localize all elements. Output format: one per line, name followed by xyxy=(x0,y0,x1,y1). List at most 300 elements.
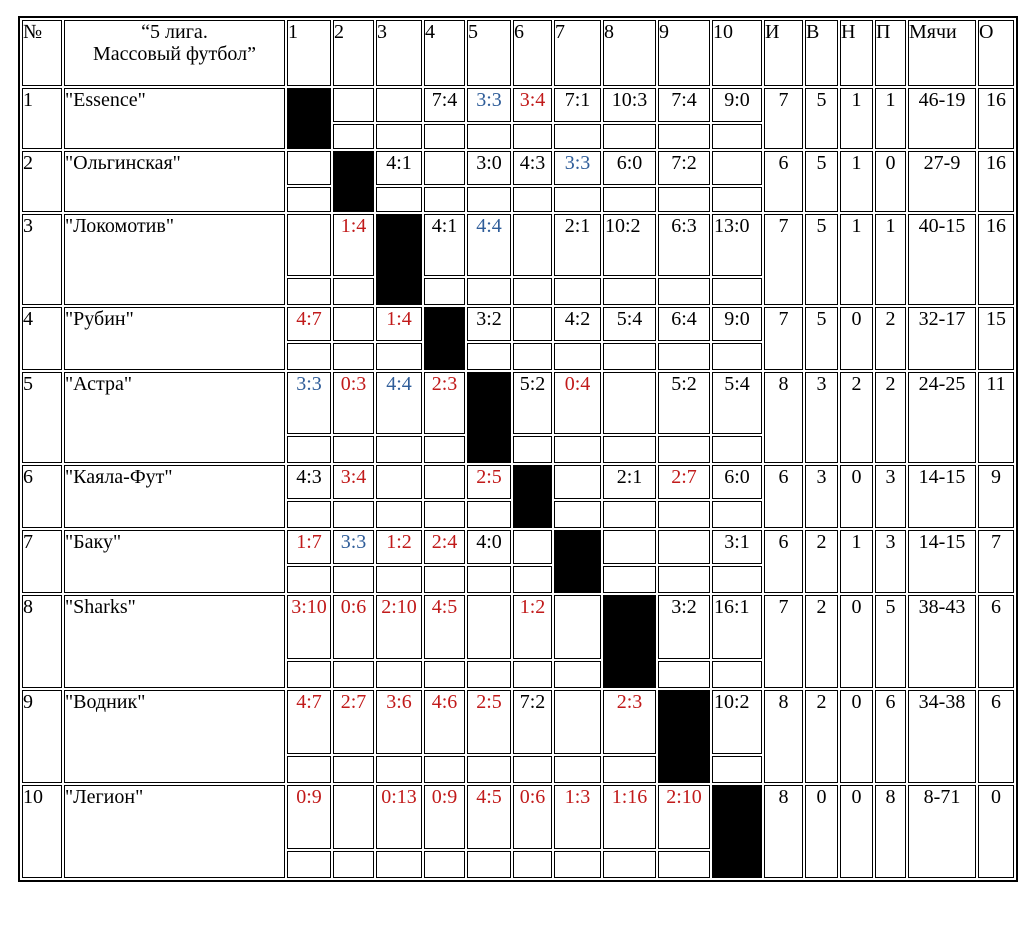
table-row xyxy=(22,785,1014,849)
score-cell-empty xyxy=(513,343,552,370)
stat-losses: 6 xyxy=(875,690,906,783)
stat-wins: 3 xyxy=(805,372,838,463)
score-cell-empty xyxy=(554,501,601,528)
score-cell: 3:0 xyxy=(467,151,511,185)
score-cell-empty xyxy=(513,278,552,305)
score-cell: 4:5 xyxy=(424,595,465,659)
table-row xyxy=(22,595,1014,659)
score-cell: 2:10 xyxy=(376,595,422,659)
score-cell xyxy=(376,465,422,499)
score-cell: 4:5 xyxy=(467,785,511,849)
score-cell xyxy=(424,151,465,185)
stat-draws: 1 xyxy=(840,214,873,305)
stat-losses: 2 xyxy=(875,372,906,463)
stat-wins: 0 xyxy=(805,785,838,878)
stat-losses: 2 xyxy=(875,307,906,370)
score-cell-empty xyxy=(658,851,710,878)
score-cell xyxy=(658,530,710,564)
score-cell: 2:3 xyxy=(424,372,465,434)
score-cell xyxy=(554,595,601,659)
stat-points: 7 xyxy=(978,530,1014,593)
stat-draws: 1 xyxy=(840,151,873,212)
score-cell-empty xyxy=(467,566,511,593)
score-cell-empty xyxy=(554,851,601,878)
stat-goals: 38-43 xyxy=(908,595,976,688)
team-number: 9 xyxy=(22,690,62,783)
table-row xyxy=(22,690,1014,754)
stat-draws: 0 xyxy=(840,785,873,878)
team-name: "Локомотив" xyxy=(64,214,285,305)
stat-draws: 0 xyxy=(840,595,873,688)
score-cell: 1:4 xyxy=(333,214,374,276)
stat-games: 6 xyxy=(764,465,803,528)
stat-wins: 2 xyxy=(805,530,838,593)
stat-points: 16 xyxy=(978,214,1014,305)
stat-games: 6 xyxy=(764,151,803,212)
score-cell: 9:0 xyxy=(712,307,762,341)
table-row xyxy=(22,372,1014,434)
header-col-4: 4 xyxy=(424,20,465,86)
score-cell: 1:2 xyxy=(376,530,422,564)
stat-wins: 5 xyxy=(805,88,838,149)
score-cell-empty xyxy=(467,124,511,149)
stat-draws: 2 xyxy=(840,372,873,463)
stat-draws: 1 xyxy=(840,88,873,149)
score-cell-empty xyxy=(513,124,552,149)
score-cell: 4:0 xyxy=(467,530,511,564)
stat-losses: 3 xyxy=(875,465,906,528)
team-name: "Каяла-Фут" xyxy=(64,465,285,528)
diagonal-cell xyxy=(376,214,422,305)
score-cell-empty xyxy=(712,501,762,528)
stat-points: 15 xyxy=(978,307,1014,370)
score-cell: 6:3 xyxy=(658,214,710,276)
score-cell-empty xyxy=(513,851,552,878)
score-cell: 5:4 xyxy=(712,372,762,434)
stat-wins: 3 xyxy=(805,465,838,528)
score-cell-empty xyxy=(513,756,552,783)
score-cell: 4:1 xyxy=(376,151,422,185)
team-name: "Легион" xyxy=(64,785,285,878)
stat-points: 9 xyxy=(978,465,1014,528)
team-name: "Essence" xyxy=(64,88,285,149)
score-cell-empty xyxy=(287,661,331,688)
score-cell: 2:7 xyxy=(658,465,710,499)
score-cell: 2:7 xyxy=(333,690,374,754)
score-cell-empty xyxy=(376,124,422,149)
score-cell: 4:7 xyxy=(287,307,331,341)
score-cell-empty xyxy=(603,124,656,149)
score-cell-empty xyxy=(376,343,422,370)
score-cell: 0:9 xyxy=(287,785,331,849)
score-cell: 5:2 xyxy=(513,372,552,434)
score-cell-empty xyxy=(376,501,422,528)
header-title-line1: “5 лига. xyxy=(141,21,208,43)
header-col-8: 8 xyxy=(603,20,656,86)
score-cell-empty xyxy=(287,187,331,212)
score-cell xyxy=(603,372,656,434)
diagonal-cell xyxy=(467,372,511,463)
score-cell-empty xyxy=(712,187,762,212)
score-cell-empty xyxy=(333,851,374,878)
score-cell-empty xyxy=(467,756,511,783)
stat-games: 8 xyxy=(764,690,803,783)
score-cell: 7:4 xyxy=(658,88,710,122)
score-cell xyxy=(712,151,762,185)
stat-points: 16 xyxy=(978,88,1014,149)
score-cell-empty xyxy=(603,436,656,463)
score-cell-empty xyxy=(376,851,422,878)
stat-games: 7 xyxy=(764,307,803,370)
header-col-2: 2 xyxy=(333,20,374,86)
score-cell: 6:0 xyxy=(712,465,762,499)
score-cell: 2:1 xyxy=(554,214,601,276)
score-cell-empty xyxy=(376,756,422,783)
score-cell-empty xyxy=(712,436,762,463)
stat-draws: 0 xyxy=(840,307,873,370)
score-cell: 3:3 xyxy=(467,88,511,122)
score-cell: 2:1 xyxy=(603,465,656,499)
score-cell: 3:3 xyxy=(287,372,331,434)
stat-draws: 1 xyxy=(840,530,873,593)
team-name: "Sharks" xyxy=(64,595,285,688)
score-cell: 3:1 xyxy=(712,530,762,564)
stat-goals: 34-38 xyxy=(908,690,976,783)
header-title-line2: Массовый футбол” xyxy=(93,43,256,65)
score-cell: 3:3 xyxy=(333,530,374,564)
stat-losses: 3 xyxy=(875,530,906,593)
diagonal-cell xyxy=(554,530,601,593)
score-cell-empty xyxy=(424,851,465,878)
score-cell-empty xyxy=(554,124,601,149)
team-name: "Астра" xyxy=(64,372,285,463)
team-name: "Водник" xyxy=(64,690,285,783)
score-cell-empty xyxy=(467,278,511,305)
score-cell-empty xyxy=(554,661,601,688)
team-number: 3 xyxy=(22,214,62,305)
score-cell: 1:2 xyxy=(513,595,552,659)
score-cell: 5:2 xyxy=(658,372,710,434)
score-cell-empty xyxy=(333,278,374,305)
score-cell-empty xyxy=(658,566,710,593)
score-cell-empty xyxy=(513,187,552,212)
score-cell: 10:2 xyxy=(712,690,762,754)
stat-wins: 2 xyxy=(805,690,838,783)
score-cell-empty xyxy=(287,278,331,305)
stat-games: 8 xyxy=(764,372,803,463)
stat-points: 0 xyxy=(978,785,1014,878)
stat-goals: 32-17 xyxy=(908,307,976,370)
score-cell-empty xyxy=(712,661,762,688)
score-cell: 1:4 xyxy=(376,307,422,341)
score-cell-empty xyxy=(287,501,331,528)
score-cell-empty xyxy=(603,187,656,212)
score-cell: 4:4 xyxy=(376,372,422,434)
score-cell-empty xyxy=(658,343,710,370)
header-col-1: 1 xyxy=(287,20,331,86)
stat-wins: 5 xyxy=(805,214,838,305)
score-cell-empty xyxy=(467,501,511,528)
header-row xyxy=(22,20,1014,86)
score-cell: 2:5 xyxy=(467,690,511,754)
score-cell-empty xyxy=(603,343,656,370)
score-cell: 6:4 xyxy=(658,307,710,341)
table-row xyxy=(22,307,1014,341)
score-cell xyxy=(287,151,331,185)
team-number: 1 xyxy=(22,88,62,149)
score-cell-empty xyxy=(376,566,422,593)
score-cell-empty xyxy=(424,124,465,149)
score-cell: 3:2 xyxy=(658,595,710,659)
diagonal-cell xyxy=(712,785,762,878)
score-cell: 1:3 xyxy=(554,785,601,849)
score-cell: 0:6 xyxy=(513,785,552,849)
score-cell-empty xyxy=(424,661,465,688)
score-cell-empty xyxy=(554,436,601,463)
team-number: 5 xyxy=(22,372,62,463)
score-cell: 3:10 xyxy=(287,595,331,659)
score-cell-empty xyxy=(467,661,511,688)
score-cell: 4:6 xyxy=(424,690,465,754)
header-col-9: 9 xyxy=(658,20,710,86)
score-cell-empty xyxy=(554,756,601,783)
stat-losses: 1 xyxy=(875,88,906,149)
score-cell: 7:2 xyxy=(513,690,552,754)
team-name: "Ольгинская" xyxy=(64,151,285,212)
table-row xyxy=(22,88,1014,122)
score-cell xyxy=(554,465,601,499)
score-cell xyxy=(467,595,511,659)
score-cell-empty xyxy=(554,278,601,305)
score-cell xyxy=(333,88,374,122)
team-name: "Рубин" xyxy=(64,307,285,370)
header-number: № xyxy=(22,20,62,86)
table-row xyxy=(22,214,1014,276)
diagonal-cell xyxy=(333,151,374,212)
stat-losses: 1 xyxy=(875,214,906,305)
score-cell-empty xyxy=(712,756,762,783)
score-cell-empty xyxy=(424,278,465,305)
stat-draws: 0 xyxy=(840,465,873,528)
score-cell: 1:7 xyxy=(287,530,331,564)
score-cell-empty xyxy=(424,187,465,212)
score-cell-empty xyxy=(333,501,374,528)
score-cell: 7:2 xyxy=(658,151,710,185)
score-cell-empty xyxy=(658,661,710,688)
diagonal-cell xyxy=(658,690,710,783)
score-cell-empty xyxy=(287,343,331,370)
score-cell: 6:0 xyxy=(603,151,656,185)
stat-losses: 0 xyxy=(875,151,906,212)
league-table xyxy=(18,16,1018,882)
team-number: 6 xyxy=(22,465,62,528)
stat-draws: 0 xyxy=(840,690,873,783)
score-cell xyxy=(376,88,422,122)
header-goals: Мячи xyxy=(908,20,976,86)
table-row xyxy=(22,151,1014,185)
score-cell-empty xyxy=(712,124,762,149)
header-draws: Н xyxy=(840,20,873,86)
score-cell: 4:4 xyxy=(467,214,511,276)
score-cell-empty xyxy=(658,436,710,463)
score-cell-empty xyxy=(658,501,710,528)
score-cell: 4:2 xyxy=(554,307,601,341)
score-cell xyxy=(603,530,656,564)
stat-wins: 5 xyxy=(805,307,838,370)
score-cell xyxy=(554,690,601,754)
score-cell-empty xyxy=(333,124,374,149)
score-cell xyxy=(287,214,331,276)
stat-goals: 24-25 xyxy=(908,372,976,463)
header-losses: П xyxy=(875,20,906,86)
score-cell-empty xyxy=(513,566,552,593)
score-cell: 3:4 xyxy=(513,88,552,122)
score-cell xyxy=(513,307,552,341)
stat-points: 11 xyxy=(978,372,1014,463)
score-cell-empty xyxy=(424,756,465,783)
score-cell-empty xyxy=(712,278,762,305)
stat-goals: 27-9 xyxy=(908,151,976,212)
header-games: И xyxy=(764,20,803,86)
score-cell-empty xyxy=(554,343,601,370)
score-cell-empty xyxy=(467,851,511,878)
stat-losses: 8 xyxy=(875,785,906,878)
score-cell: 5:4 xyxy=(603,307,656,341)
score-cell: 0:3 xyxy=(333,372,374,434)
stat-games: 7 xyxy=(764,595,803,688)
team-number: 2 xyxy=(22,151,62,212)
score-cell-empty xyxy=(287,566,331,593)
score-cell-empty xyxy=(424,501,465,528)
score-cell-empty xyxy=(376,436,422,463)
score-cell-empty xyxy=(603,566,656,593)
score-cell-empty xyxy=(287,756,331,783)
score-cell: 9:0 xyxy=(712,88,762,122)
score-cell-empty xyxy=(658,278,710,305)
score-cell-empty xyxy=(603,278,656,305)
score-cell: 0:13 xyxy=(376,785,422,849)
stat-goals: 8-71 xyxy=(908,785,976,878)
stat-games: 8 xyxy=(764,785,803,878)
score-cell-empty xyxy=(376,661,422,688)
score-cell-empty xyxy=(333,436,374,463)
header-col-6: 6 xyxy=(513,20,552,86)
score-cell: 0:4 xyxy=(554,372,601,434)
score-cell-empty xyxy=(513,436,552,463)
score-cell-empty xyxy=(424,566,465,593)
score-cell xyxy=(333,785,374,849)
score-cell: 0:6 xyxy=(333,595,374,659)
score-cell xyxy=(513,214,552,276)
table-row xyxy=(22,465,1014,499)
team-name: "Баку" xyxy=(64,530,285,593)
stat-goals: 14-15 xyxy=(908,465,976,528)
score-cell-empty xyxy=(333,661,374,688)
score-cell: 2:3 xyxy=(603,690,656,754)
score-cell: 3:2 xyxy=(467,307,511,341)
header-title xyxy=(64,20,285,86)
stat-goals: 14-15 xyxy=(908,530,976,593)
stat-points: 6 xyxy=(978,595,1014,688)
diagonal-cell xyxy=(424,307,465,370)
score-cell: 4:3 xyxy=(513,151,552,185)
score-cell: 3:6 xyxy=(376,690,422,754)
score-cell-empty xyxy=(658,187,710,212)
score-cell-empty xyxy=(333,343,374,370)
diagonal-cell xyxy=(287,88,331,149)
header-col-7: 7 xyxy=(554,20,601,86)
score-cell xyxy=(424,465,465,499)
score-cell: 2:5 xyxy=(467,465,511,499)
header-col-3: 3 xyxy=(376,20,422,86)
score-cell: 4:1 xyxy=(424,214,465,276)
score-cell: 0:9 xyxy=(424,785,465,849)
header-col-5: 5 xyxy=(467,20,511,86)
score-cell: 4:7 xyxy=(287,690,331,754)
stat-games: 7 xyxy=(764,88,803,149)
score-cell-empty xyxy=(513,661,552,688)
team-number: 10 xyxy=(22,785,62,878)
score-cell-empty xyxy=(424,436,465,463)
stat-points: 16 xyxy=(978,151,1014,212)
stat-points: 6 xyxy=(978,690,1014,783)
stat-losses: 5 xyxy=(875,595,906,688)
stat-wins: 5 xyxy=(805,151,838,212)
score-cell: 7:4 xyxy=(424,88,465,122)
score-cell-empty xyxy=(603,501,656,528)
score-cell-empty xyxy=(603,756,656,783)
score-cell: 16:1 xyxy=(712,595,762,659)
header-points: О xyxy=(978,20,1014,86)
score-cell: 4:3 xyxy=(287,465,331,499)
stat-goals: 40-15 xyxy=(908,214,976,305)
score-cell-empty xyxy=(603,851,656,878)
diagonal-cell xyxy=(603,595,656,688)
table-row xyxy=(22,530,1014,564)
score-cell: 7:1 xyxy=(554,88,601,122)
score-cell-empty xyxy=(333,756,374,783)
score-cell: 10:2 xyxy=(603,214,656,276)
score-cell-empty xyxy=(376,187,422,212)
score-cell-empty xyxy=(658,124,710,149)
stat-goals: 46-19 xyxy=(908,88,976,149)
score-cell-empty xyxy=(333,566,374,593)
score-cell xyxy=(333,307,374,341)
score-cell-empty xyxy=(712,566,762,593)
team-number: 7 xyxy=(22,530,62,593)
score-cell: 2:10 xyxy=(658,785,710,849)
score-cell-empty xyxy=(467,343,511,370)
score-cell: 10:3 xyxy=(603,88,656,122)
score-cell: 3:4 xyxy=(333,465,374,499)
score-cell-empty xyxy=(287,436,331,463)
score-cell: 3:3 xyxy=(554,151,601,185)
score-cell: 1:16 xyxy=(603,785,656,849)
stat-games: 6 xyxy=(764,530,803,593)
header-col-10: 10 xyxy=(712,20,762,86)
score-cell: 13:0 xyxy=(712,214,762,276)
team-number: 4 xyxy=(22,307,62,370)
stat-games: 7 xyxy=(764,214,803,305)
team-number: 8 xyxy=(22,595,62,688)
score-cell: 2:4 xyxy=(424,530,465,564)
diagonal-cell xyxy=(513,465,552,528)
score-cell-empty xyxy=(287,851,331,878)
score-cell-empty xyxy=(712,343,762,370)
score-cell-empty xyxy=(554,187,601,212)
score-cell xyxy=(513,530,552,564)
score-cell-empty xyxy=(467,187,511,212)
